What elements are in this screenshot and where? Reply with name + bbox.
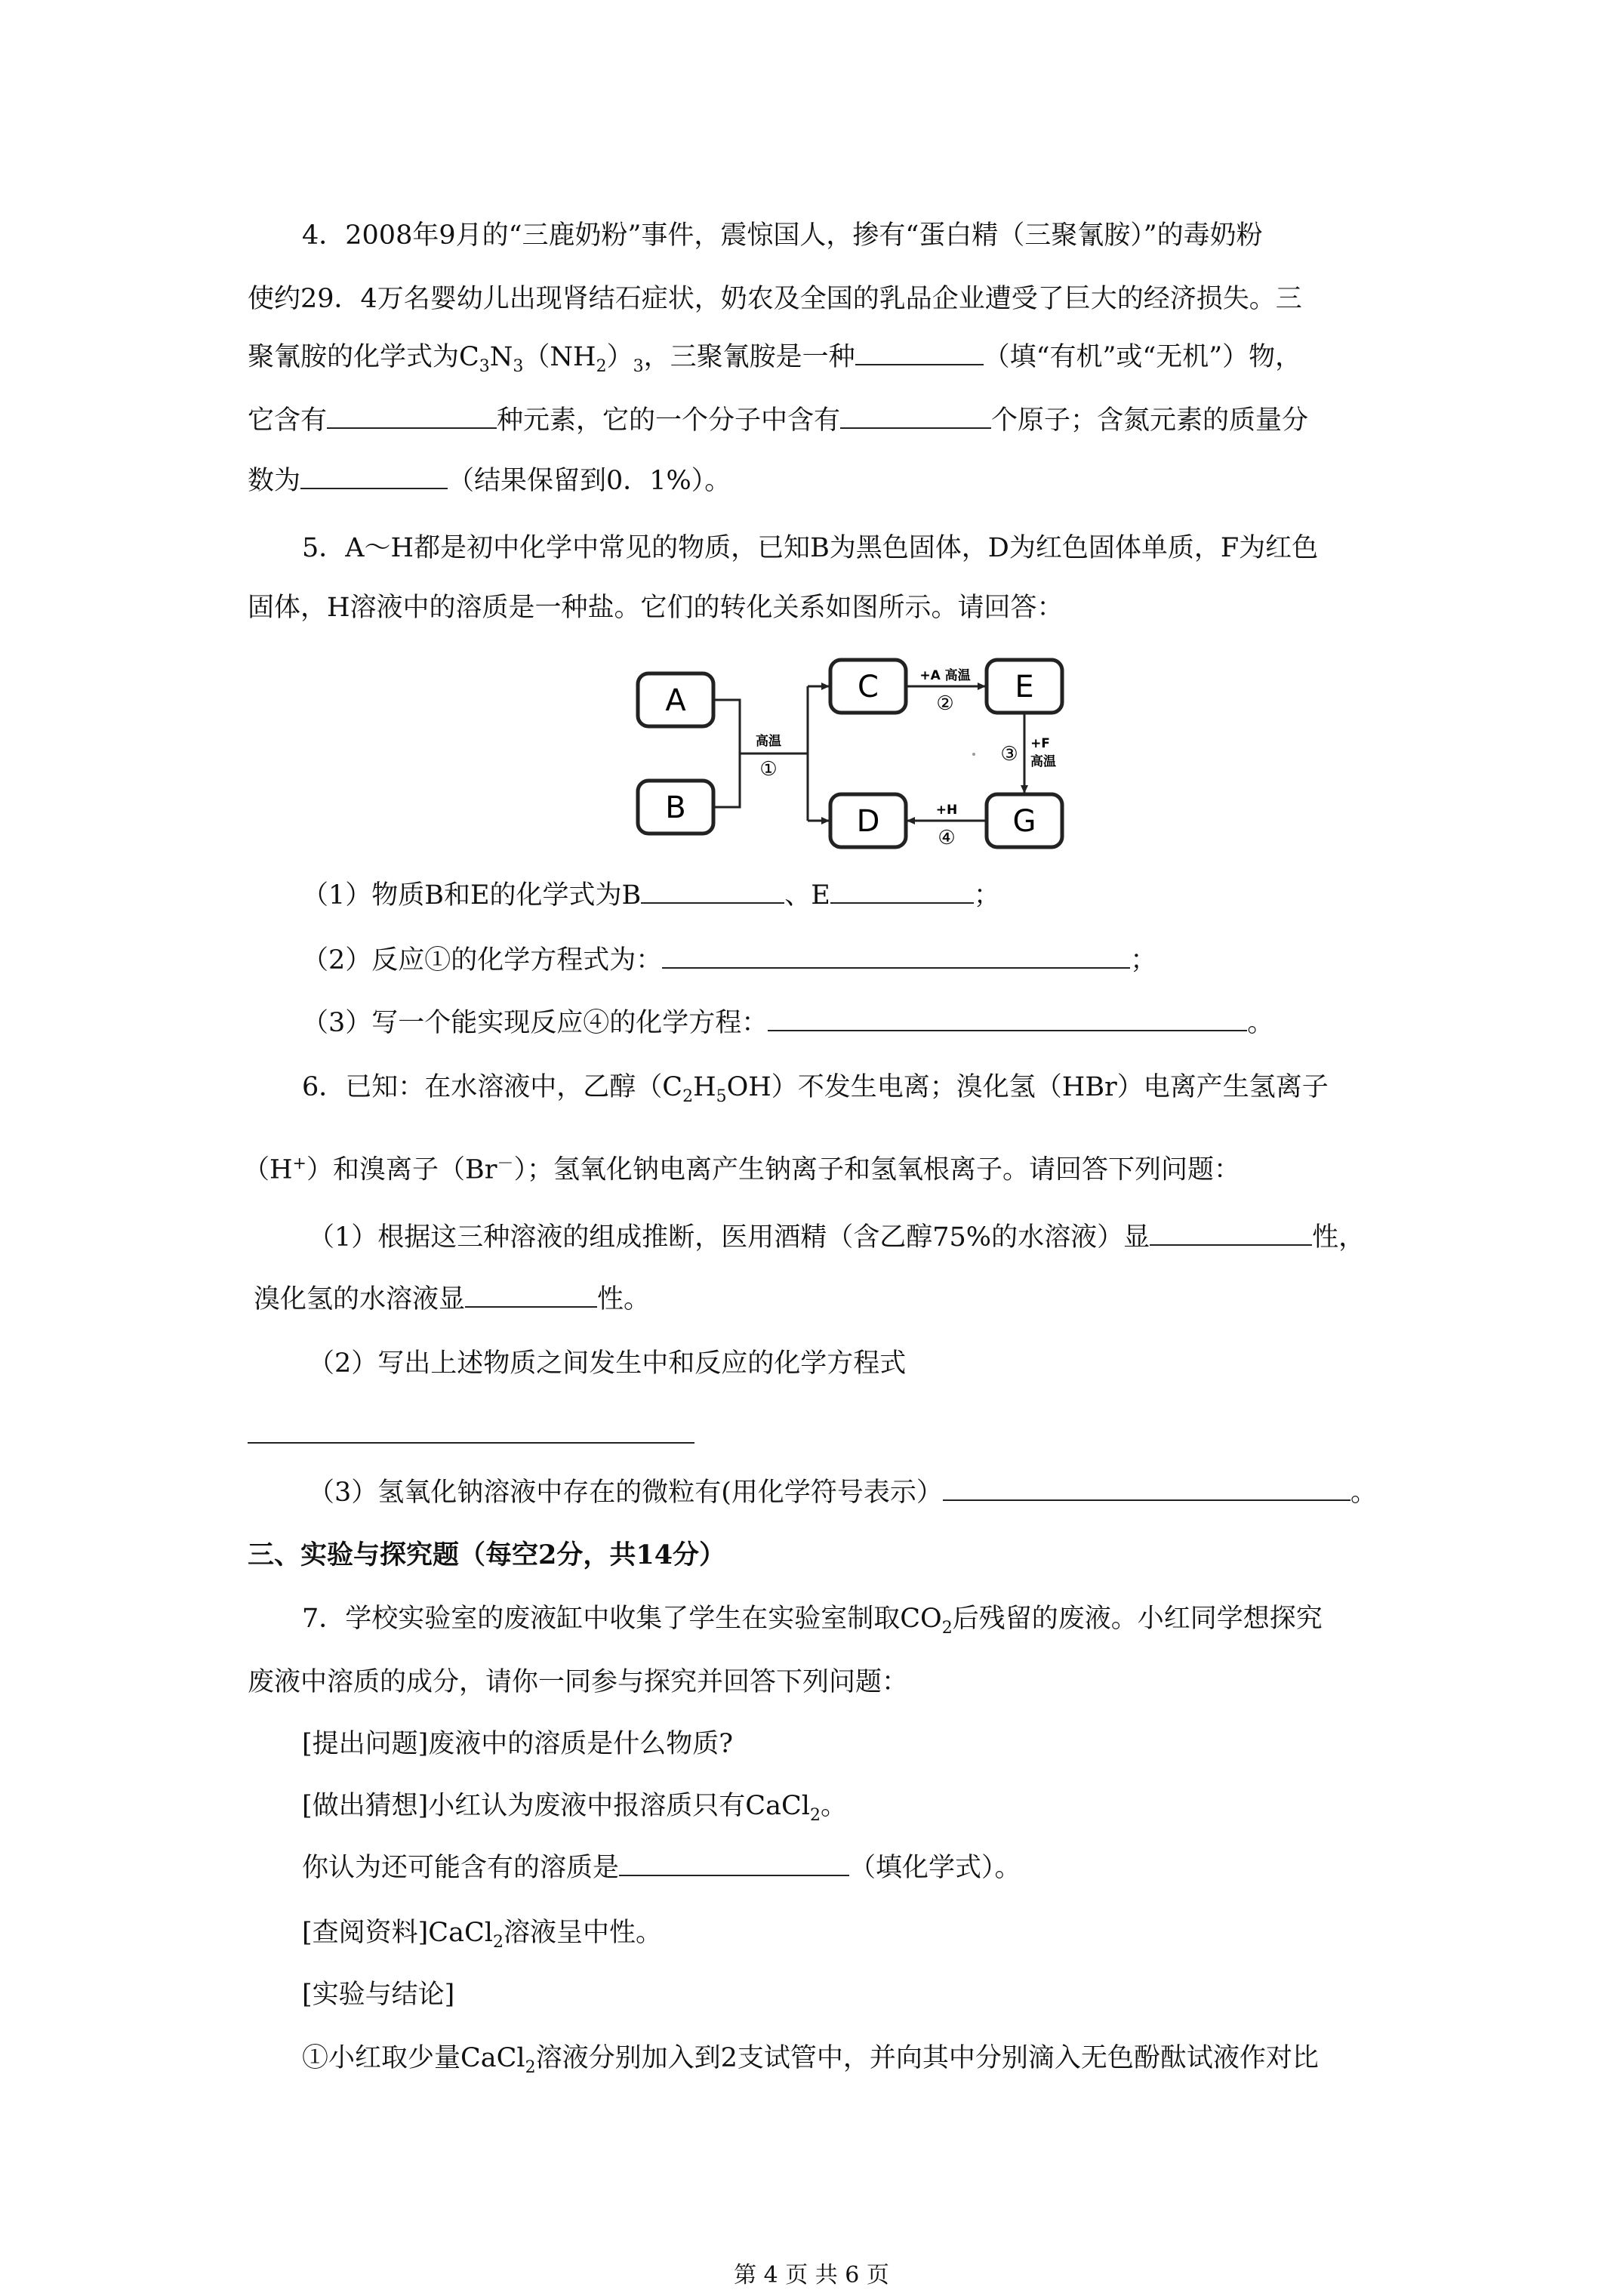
reaction-2-condition: +A 高温 (919, 668, 971, 683)
reaction-1-connector (713, 686, 829, 821)
scan-speck (972, 753, 975, 756)
node-b-label: B (665, 791, 686, 825)
q4-blank-organic[interactable] (855, 341, 984, 365)
q4-line5: 数为 （结果保留到0．1%）。 (248, 466, 731, 496)
reaction-4-number: ④ (938, 827, 956, 849)
q5-blank-e[interactable] (830, 880, 974, 904)
q4-line2: 使约29．4万名婴幼儿出现肾结石症状，奶农及全国的乳品企业遭受了巨大的经济损失。三 (248, 284, 1302, 314)
q4-blank-mass-fraction[interactable] (300, 465, 448, 489)
node-d-label: D (856, 804, 880, 839)
page-footer: 第 4 页 共 6 页 (734, 2262, 889, 2288)
q7-step1: ①小红取少量CaCl$_2$溶液分别加入到2支试管中，并向其中分别滴入无色酚酞试液作对比 (302, 2043, 1319, 2077)
section-3-title: 三、实验与探究题（每空2分，共14分） (248, 1539, 726, 1570)
reaction-3-number: ③ (1000, 743, 1018, 766)
q5-blank-equation-4[interactable] (768, 1007, 1247, 1031)
q6-blank-particles[interactable] (943, 1477, 1350, 1501)
reaction-3-condition: 高温 (1030, 754, 1056, 769)
q7-guess: [做出猜想]小红认为废液中报溶质只有CaCl$_2$。 (302, 1791, 847, 1825)
q4-line3: 聚氰胺的化学式为$C_3N_3(NH_2)_3$，三聚氰胺是一种 （填“有机”或“无机”）物， (248, 342, 1302, 376)
q7-ask: [提出问题]废液中的溶质是什么物质? (302, 1729, 734, 1759)
q6-sub2: （2）写出上述物质之间发生中和反应的化学方程式 (308, 1348, 907, 1379)
q6-blank-alcohol[interactable] (1150, 1222, 1312, 1246)
node-g-label: G (1012, 804, 1036, 839)
q5-sub3: （3）写一个能实现反应④的化学方程： 。 (302, 1008, 1274, 1038)
q7-blank-solute[interactable] (619, 1852, 849, 1876)
reaction-3-reagent: +F (1030, 736, 1050, 751)
q6-line2: （H+）和溴离子（Br－）；氢氧化钠电离产生钠离子和氢氧根离子。请回答下列问题： (243, 1154, 1240, 1185)
transformation-diagram (627, 651, 1072, 866)
q5-sub2: （2）反应①的化学方程式为： ； (302, 945, 1157, 975)
q7-you: 你认为还可能含有的溶质是 （填化学式）。 (302, 1853, 1021, 1883)
q4-line4: 它含有 种元素，它的一个分子中含有 个原子；含氮元素的质量分 (248, 405, 1309, 436)
node-c-label: C (858, 670, 879, 704)
q6-blank-hbr[interactable] (465, 1284, 597, 1308)
q5-line2: 固体，H溶液中的溶质是一种盐。它们的转化关系如图所示。请回答： (248, 593, 1064, 623)
q6-sub1: （1）根据这三种溶液的组成推断，医用酒精（含乙醇75%的水溶液）显 性， (308, 1222, 1366, 1253)
q7-info: [查阅资料]CaCl$_2$溶液呈中性。 (302, 1918, 662, 1952)
q5-blank-b[interactable] (641, 880, 784, 904)
reaction-2-number: ② (936, 692, 954, 715)
reaction-4-reagent: +H (935, 803, 958, 818)
q6-blank-neutralization[interactable] (248, 1442, 694, 1444)
q4-line1: 4．2008年9月的“三鹿奶粉”事件，震惊国人，掺有“蛋白精（三聚氰胺）”的毒奶粉 (302, 220, 1263, 251)
reaction-1-condition: 高温 (756, 734, 781, 749)
q7-exp: [实验与结论] (302, 1980, 455, 2010)
q7-line1: 7．学校实验室的废液缸中收集了学生在实验室制取$CO_2$后残留的废液。小红同学想探究 (302, 1604, 1323, 1638)
node-a-label: A (665, 683, 686, 718)
q4-blank-elements[interactable] (327, 405, 497, 429)
q6-sub1-line2: 溴化氢的水溶液显 性。 (254, 1284, 651, 1314)
q5-sub1: （1）物质B和E的化学式为B 、E ； (302, 880, 1000, 911)
node-e-label: E (1015, 670, 1034, 704)
q5-blank-equation-1[interactable] (662, 945, 1130, 969)
q5-line1: 5．A～H都是初中化学中常见的物质，已知B为黑色固体，D为红色固体单质，F为红色 (302, 533, 1319, 563)
reaction-1-number: ① (759, 758, 778, 781)
q6-line1: 6．已知：在水溶液中，乙醇$(C_2H_5OH)$不发生电离；溴化氢（HBr）电离产生氢离子 (302, 1072, 1329, 1106)
q4-blank-atoms[interactable] (840, 405, 991, 429)
q7-line2: 废液中溶质的成分，请你一同参与探究并回答下列问题： (248, 1667, 909, 1697)
q6-sub3: （3）氢氧化钠溶液中存在的微粒有(用化学符号表示） 。 (308, 1478, 1377, 1508)
